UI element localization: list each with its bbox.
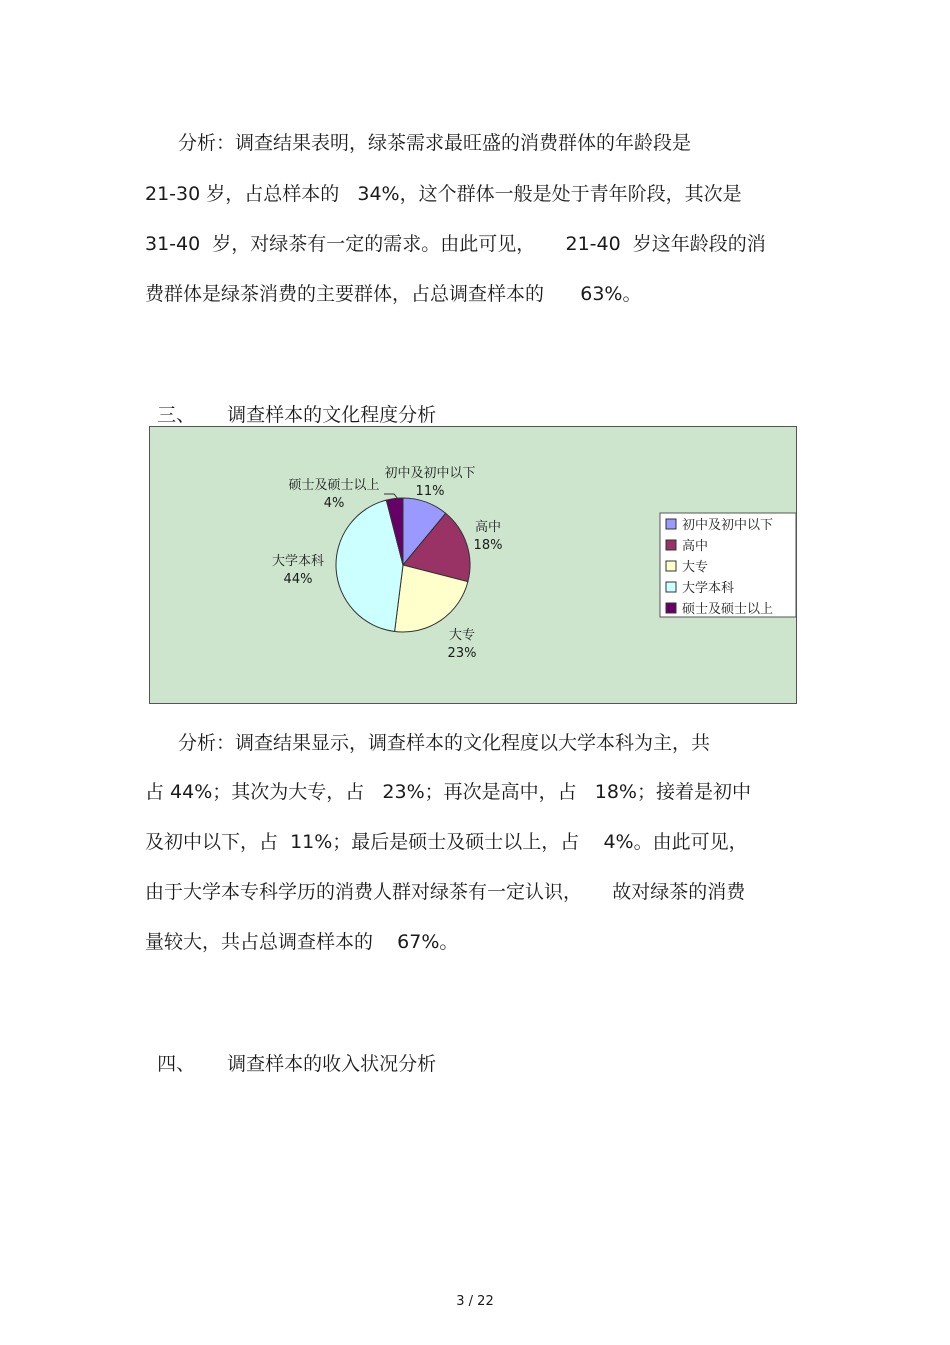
slice-label-1: 初中及初中以下: [384, 466, 476, 481]
analysis2-line-5: 量较大，共占总调查样本的 67%。: [145, 931, 459, 953]
legend-swatch-1: [666, 519, 676, 529]
slice-label-5: 硕士及硕士以上: [288, 478, 380, 493]
analysis2-line-3: 及初中以下，占 11%；最后是硕士及硕士以上，占 4%。由此可见，: [145, 831, 748, 853]
slice-value-label-2: 18%: [473, 538, 503, 553]
legend-swatch-2: [666, 540, 676, 550]
analysis1-line-4: 费群体是绿茶消费的主要群体，占总调查样本的 63%。: [145, 283, 642, 305]
analysis2-line-4: 由于大学本专科学历的消费人群对绿茶有一定认识， 故对绿茶的消费: [145, 881, 746, 903]
section3-title: 调查样本的文化程度分析: [227, 404, 437, 426]
slice-label-3: 大专: [448, 628, 476, 643]
section4-heading: [145, 1028, 436, 1076]
legend-swatch-4: [666, 582, 676, 592]
legend-label-2: 高中: [682, 539, 709, 554]
analysis1-line-3: 31-40 岁，对绿茶有一定的需求。由此可见， 21-40 岁这年龄段的消: [145, 233, 766, 255]
education-pie-chart: [149, 426, 797, 704]
analysis2-line-2: 占 44%；其次为大专，占 23%；再次是高中，占 18%；接着是初中: [145, 781, 751, 803]
analysis1-line-2: 21-30 岁，占总样本的 34%，这个群体一般是处于青年阶段，其次是: [145, 183, 742, 205]
section3-heading: [145, 379, 436, 427]
analysis1-line-1: 分析：调查结果表明，绿茶需求最旺盛的消费群体的年龄段是: [178, 132, 692, 154]
analysis2-line-1: 分析：调查结果显示，调查样本的文化程度以大学本科为主，共: [178, 732, 711, 754]
slice-value-label-1: 11%: [415, 484, 445, 499]
legend-label-5: 硕士及硕士以上: [682, 602, 774, 617]
legend-swatch-3: [666, 561, 676, 571]
legend-label-3: 大专: [682, 560, 709, 575]
section4-number: 四、: [157, 1053, 196, 1075]
section3-number: 三、: [157, 404, 196, 426]
legend-label-1: 初中及初中以下: [682, 518, 774, 533]
slice-value-label-3: 23%: [447, 646, 477, 661]
legend-swatch-5: [666, 603, 676, 613]
page-number: 3 / 22: [456, 1294, 494, 1309]
legend-label-4: 大学本科: [682, 581, 735, 596]
slice-value-label-4: 44%: [283, 572, 313, 587]
pie-chart-svg: [150, 427, 798, 705]
slice-value-label-5: 4%: [323, 496, 345, 511]
slice-label-2: 高中: [474, 520, 502, 535]
slice-label-4: 大学本科: [271, 554, 325, 569]
section4-title: 调查样本的收入状况分析: [227, 1053, 437, 1075]
